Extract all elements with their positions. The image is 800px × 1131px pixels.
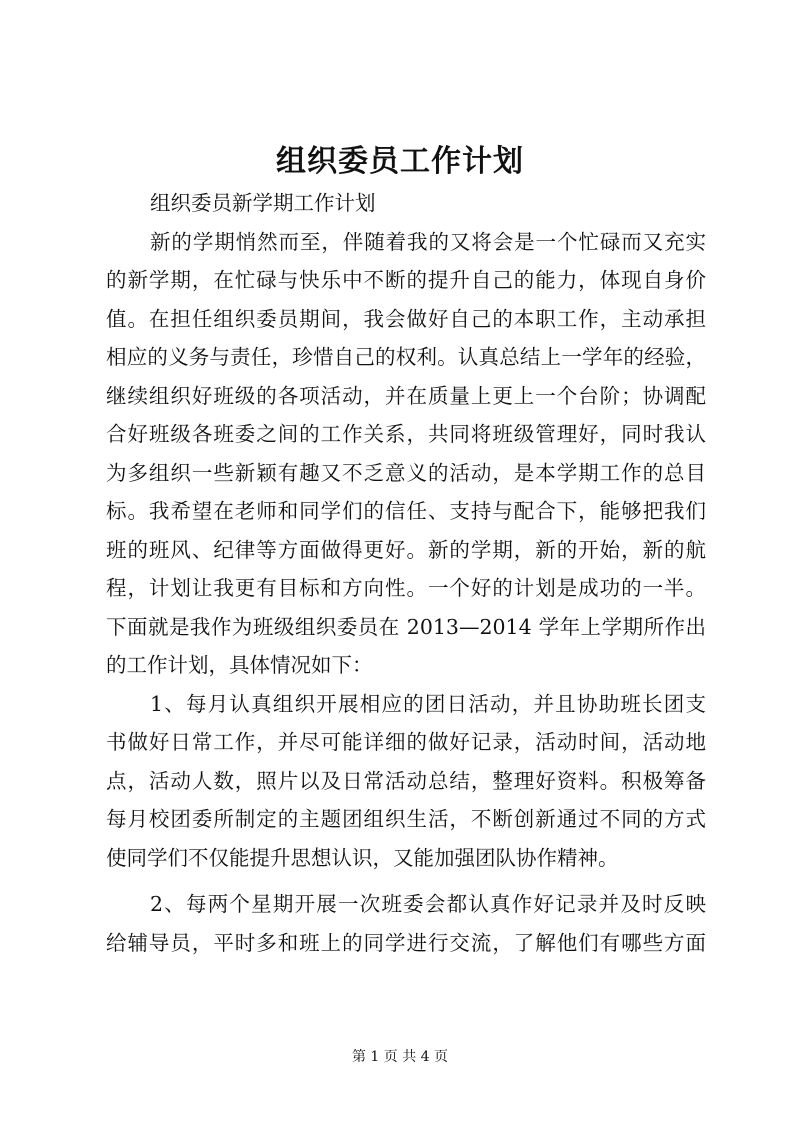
document-body bbox=[106, 184, 706, 962]
text-line: 给辅导员，平时多和班上的同学进行交流，了解他们有哪些方面 bbox=[106, 930, 706, 955]
text-line: 的新学期，在忙碌与快乐中不断的提升自己的能力，体现自身价 bbox=[106, 268, 706, 292]
text-line: 相应的义务与责任，珍惜自己的权利。认真总结上一学年的经验， bbox=[106, 345, 706, 369]
text-line: 1、每月认真组织开展相应的团日活动，并且协助班长团支 bbox=[150, 691, 706, 716]
text-line: 程，计划让我更有目标和方向性。一个好的计划是成功的一半。 bbox=[106, 576, 706, 600]
text-line: 合好班级各班委之间的工作关系，共同将班级管理好，同时我认 bbox=[106, 422, 706, 446]
intro-paragraph bbox=[106, 223, 706, 685]
text-line: 下面就是我作为班级组织委员在 2013—2014 学年上学期所作出 bbox=[106, 614, 706, 639]
paragraph-gap bbox=[106, 877, 706, 885]
text-line: 标。我希望在老师和同学们的信任、支持与配合下，能够把我们 bbox=[106, 499, 706, 523]
page-footer: 第 1 页 共 4 页 bbox=[351, 1049, 449, 1065]
text-line: 书做好日常工作，并尽可能详细的做好记录，活动时间，活动地 bbox=[106, 730, 706, 754]
text-line: 的工作计划，具体情况如下： bbox=[106, 653, 373, 677]
text-line: 每月校团委所制定的主题团组织生活，不断创新通过不同的方式 bbox=[106, 807, 706, 831]
page-title: 组织委员工作计划 bbox=[276, 144, 524, 179]
text-line: 继续组织好班级的各项活动，并在质量上更上一个台阶；协调配 bbox=[106, 383, 706, 408]
text-line: 为多组织一些新颖有趣又不乏意义的活动，是本学期工作的总目 bbox=[106, 460, 706, 485]
text-line: 班的班风、纪律等方面做得更好。新的学期，新的开始，新的航 bbox=[106, 537, 706, 562]
text-line: 值。在担任组织委员期间，我会做好自己的本职工作，主动承担 bbox=[106, 306, 706, 331]
text-line: 新的学期悄然而至，伴随着我的又将会是一个忙碌而又充实 bbox=[150, 229, 706, 254]
subtitle-line: 组织委员新学期工作计划 bbox=[150, 191, 376, 215]
plan-item-1 bbox=[106, 685, 706, 878]
plan-item-2 bbox=[106, 885, 706, 962]
text-line: 使同学们不仅能提升思想认识，又能加强团队协作精神。 bbox=[106, 845, 619, 870]
text-line: 点，活动人数，照片以及日常活动总结，整理好资料。积极筹备 bbox=[106, 768, 706, 793]
text-line: 2、每两个星期开展一次班委会都认真作好记录并及时反映 bbox=[150, 892, 706, 916]
